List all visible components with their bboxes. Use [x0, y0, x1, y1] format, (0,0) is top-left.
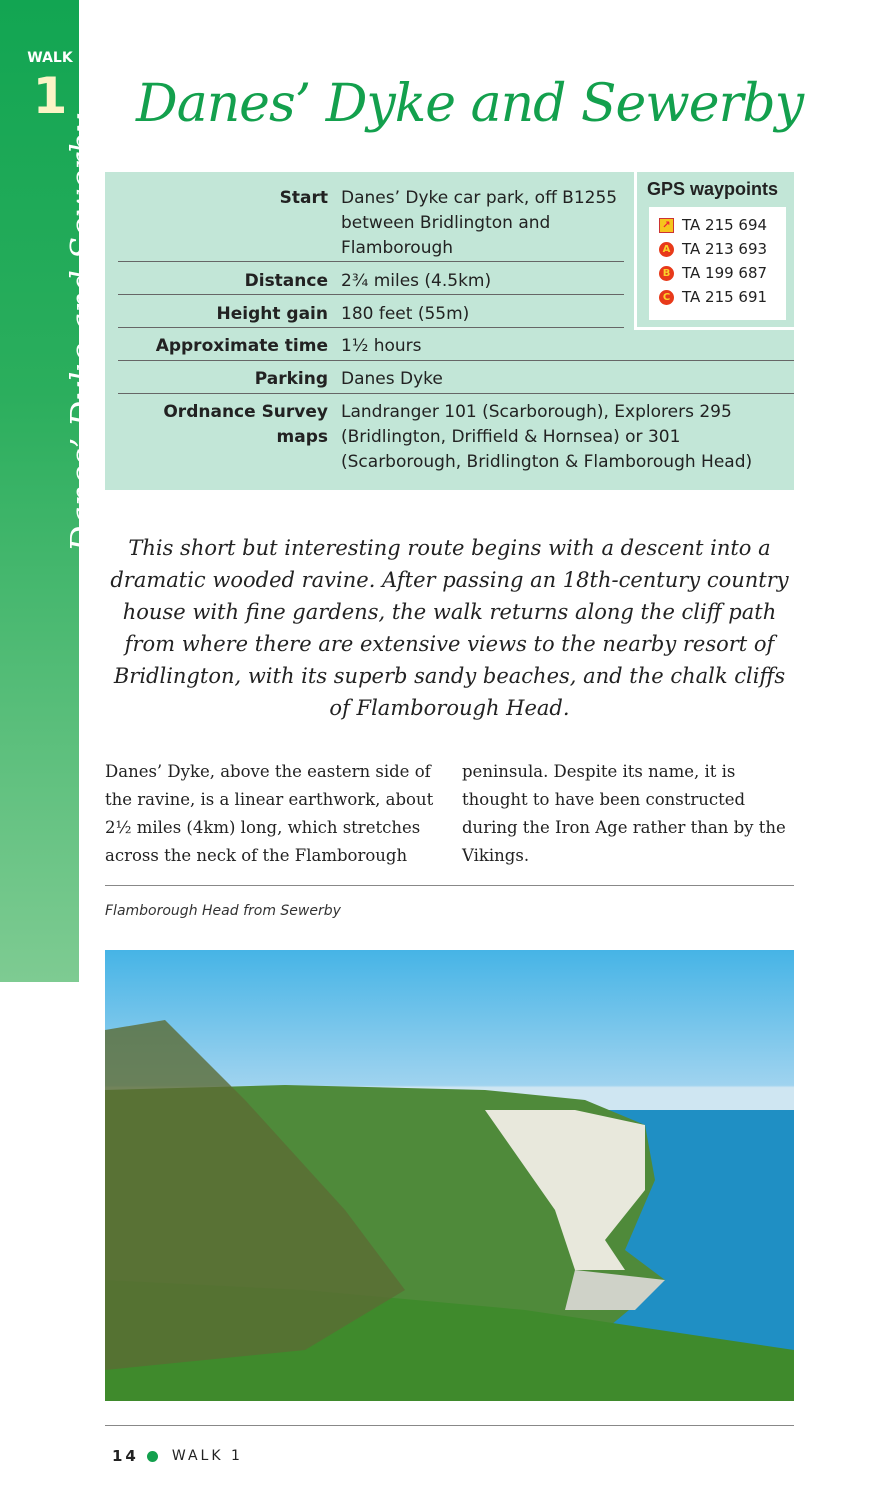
info-row-distance	[118, 269, 491, 294]
waypoint-ref: TA 213 693	[682, 240, 768, 258]
gps-heading: GPS waypoints	[647, 179, 779, 199]
info-value: 1½ hours	[341, 336, 422, 356]
divider	[118, 360, 794, 361]
waypoint-c	[659, 288, 767, 306]
walk-info-table	[105, 172, 794, 490]
body-column-1: Danes’ Dyke, above the eastern side of the ravine, is a linear earthwork, about 2½ miles (4km) long, which stretches across the neck of the Flamborough	[105, 762, 434, 865]
info-value: Danes’ Dyke car park, off B1255 between Bridlington and Flamborough	[341, 188, 618, 258]
walk-label: WALK	[27, 50, 73, 66]
info-row-parking	[118, 367, 443, 392]
cliff-landscape-image	[105, 950, 794, 1401]
waypoint-a	[659, 240, 767, 258]
divider	[118, 393, 794, 394]
info-row-time	[118, 334, 422, 359]
divider	[118, 327, 624, 328]
waypoint-a-icon: A	[659, 242, 674, 257]
waypoint-ref: TA 215 694	[682, 216, 768, 234]
photo-caption: Flamborough Head from Sewerby	[105, 903, 341, 919]
gps-list	[649, 207, 786, 320]
info-label: Height gain	[216, 304, 328, 324]
waypoint-b	[659, 264, 767, 282]
green-dot-icon	[147, 1451, 158, 1462]
divider	[118, 261, 624, 262]
page-title: Danes’ Dyke and Sewerby	[136, 74, 804, 134]
info-label: Approximate time	[155, 336, 328, 356]
walk-number: 1	[32, 67, 68, 125]
info-value: Danes Dyke	[341, 369, 443, 389]
waypoint-start	[659, 216, 767, 234]
page-footer	[112, 1447, 243, 1465]
info-label: Distance	[244, 271, 328, 291]
waypoint-ref: TA 215 691	[682, 288, 768, 306]
footer-section: WALK 1	[171, 1448, 243, 1464]
info-row-height-gain	[118, 302, 469, 327]
info-row-maps	[118, 400, 791, 475]
intro-paragraph: This short but interesting route begins with a descent into a dramatic wooded ravine. After passing an 18th-century country house with fine gardens, the walk returns along the cliff path from where there are extensive views to the nearby resort of Bridlington, with its superb sandy beaches, and the chalk cliffs of Flamborough Head.	[110, 536, 789, 720]
info-label: Ordnance Survey maps	[163, 402, 328, 447]
info-label: Parking	[254, 369, 328, 389]
body-column-2: peninsula. Despite its name, it is thought to have been constructed during the Iron Age rather than by the Vikings.	[462, 762, 786, 865]
info-label: Start	[279, 188, 328, 208]
divider	[105, 1425, 794, 1426]
divider	[105, 885, 794, 886]
page-number: 14	[112, 1447, 139, 1465]
gps-waypoints-panel	[634, 172, 794, 330]
divider	[118, 294, 624, 295]
waypoint-ref: TA 199 687	[682, 264, 768, 282]
waypoint-b-icon: B	[659, 266, 674, 281]
photo-flamborough-head	[105, 950, 794, 1401]
info-value: Landranger 101 (Scarborough), Explorers 295 (Bridlington, Driffield & Hornsea) or 301 (Scarborough, Bridlington & Flamborough Head)	[341, 402, 753, 472]
start-marker-icon: ↗	[659, 218, 674, 233]
waypoint-c-icon: C	[659, 290, 674, 305]
info-value: 2¾ miles (4.5km)	[341, 271, 492, 291]
info-row-start	[118, 186, 628, 261]
info-value: 180 feet (55m)	[341, 304, 470, 324]
walk-sidebar	[0, 0, 102, 982]
sidebar-title: Danes’ Dyke and Sewerby	[63, 114, 102, 552]
